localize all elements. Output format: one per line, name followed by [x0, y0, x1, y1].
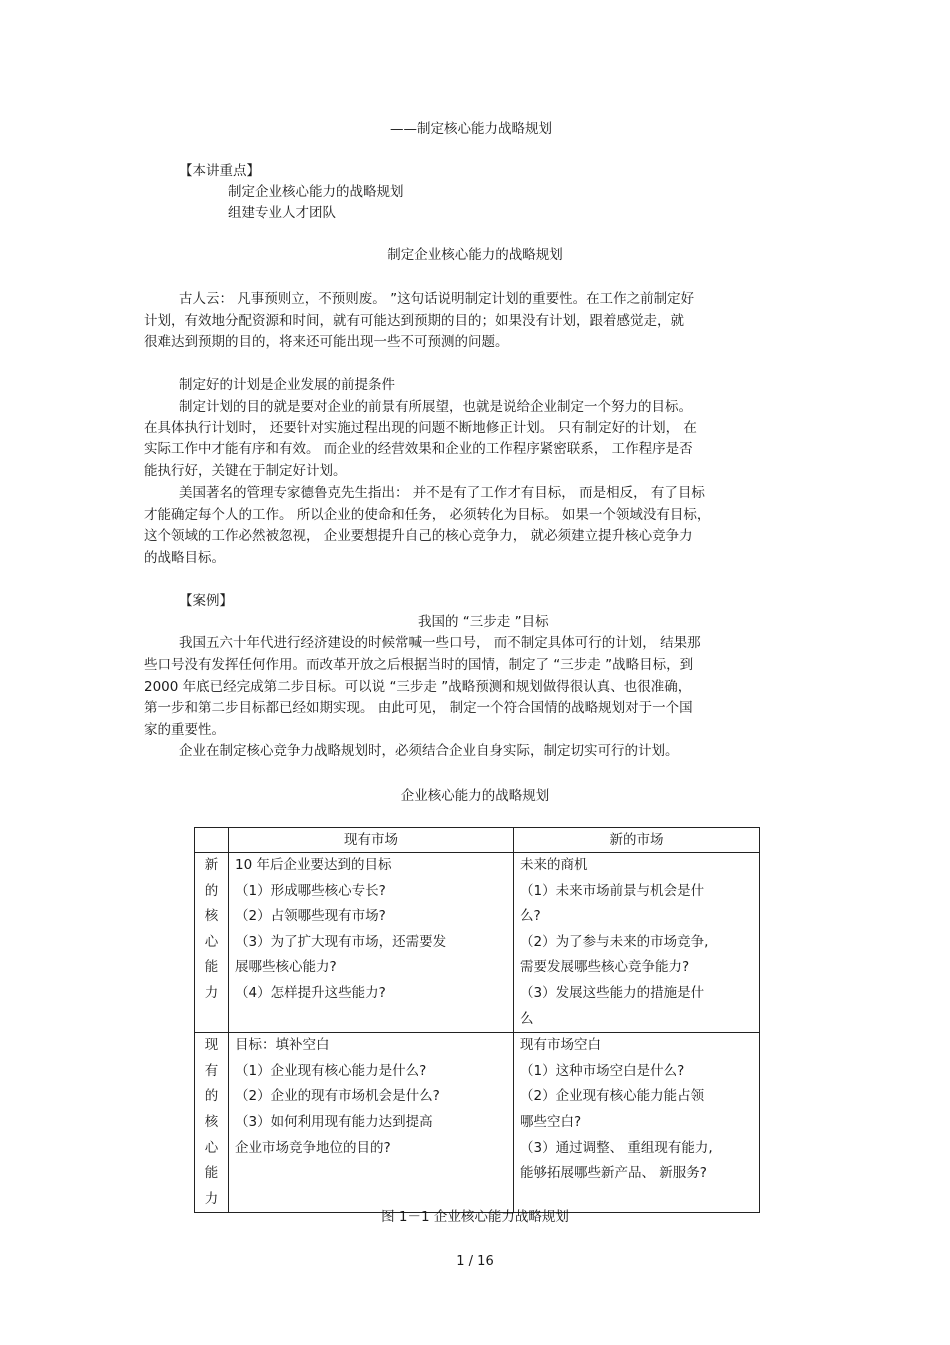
cell-line: 10 年后企业要达到的目标 [235, 857, 392, 873]
row-label-new-capability [195, 853, 229, 1033]
table-cell [229, 853, 514, 1033]
cell-line: （2）占领哪些现有市场? [235, 908, 386, 925]
row-label-char: 能 [204, 1165, 219, 1182]
key-points-label: 【本讲重点】 [179, 163, 260, 179]
paragraph-line: 这个领域的工作必然被忽视， 企业要想提升自己的核心竞争力， 就必须建立提升核心竞争力 [144, 528, 693, 544]
case-label: 【案例】 [179, 593, 233, 609]
cell-line: （3）如何利用现有能力达到提高 [235, 1113, 433, 1130]
table-title: 企业核心能力的战略规划 [400, 788, 550, 804]
paragraph-line: 第一步和第二步目标都已经如期实现。 由此可见， 制定一个符合国情的战略规划对于一个国 [144, 700, 693, 716]
row-label-char: 有 [204, 1062, 219, 1079]
cell-line: （1）形成哪些核心专长? [235, 882, 386, 899]
row-label-char: 力 [204, 1190, 219, 1207]
table-header-cell [195, 828, 229, 853]
paragraph-line: 在具体执行计划时， 还要针对实施过程出现的问题不断地修正计划。 只有制定好的计划， 在 [144, 420, 697, 436]
cell-line: 未来的商机 [520, 857, 588, 873]
cell-line: （1）这种市场空白是什么? [520, 1062, 685, 1079]
cell-line: （3）为了扩大现有市场，还需要发 [235, 933, 447, 950]
case-title: 我国的 “三步走 ”目标 [418, 614, 549, 630]
cell-line: （2）企业现有核心能力能占领 [520, 1088, 705, 1105]
paragraph-line: 古人云： 凡事预则立，不预则废。 ”这句话说明制定计划的重要性。在工作之前制定好 [179, 291, 695, 307]
table-header-cell: 新的市场 [514, 828, 760, 853]
row-label-char: 的 [204, 882, 219, 899]
subtitle: ——制定核心能力战略规划 [390, 121, 552, 137]
strategy-table [194, 827, 760, 1213]
paragraph-line: 能执行好，关键在于制定好计划。 [144, 463, 347, 479]
row-label-char: 能 [204, 959, 219, 976]
cell-line: （2）企业的现有市场机会是什么? [235, 1088, 440, 1105]
cell-line: 么? [520, 908, 541, 925]
cell-line: （1）企业现有核心能力是什么? [235, 1062, 427, 1079]
paragraph-line: 我国五六十年代进行经济建设的时候常喊一些口号， 而不制定具体可行的计划， 结果那 [179, 635, 701, 651]
cell-line: 企业市场竞争地位的目的? [235, 1139, 391, 1156]
cell-line: 哪些空白? [520, 1113, 582, 1130]
row-label-char: 心 [204, 1139, 219, 1156]
paragraph-line: 很难达到预期的目的，将来还可能出现一些不可预测的问题。 [144, 334, 509, 350]
cell-line: 现有市场空白 [520, 1037, 601, 1054]
cell-line: 目标：填补空白 [235, 1037, 330, 1054]
paragraph-line: 2000 年底已经完成第二步目标。可以说 “三步走 ”战略预测和规划做得很认真、也很准确， [144, 679, 692, 695]
cell-line: （2）为了参与未来的市场竞争, [520, 933, 709, 950]
row-label-char: 现 [204, 1037, 219, 1054]
cell-line: 需要发展哪些核心竞争能力? [520, 959, 690, 976]
row-label-char: 的 [204, 1088, 219, 1105]
cell-line: 展哪些核心能力? [235, 959, 337, 976]
row-label-char: 核 [204, 908, 219, 925]
row-label-char: 新 [204, 857, 219, 873]
cell-line: （4）怎样提升这些能力? [235, 984, 386, 1001]
paragraph-line: 美国著名的管理专家德鲁克先生指出： 并不是有了工作才有目标， 而是相反， 有了目标 [179, 485, 705, 501]
page-number: 1 / 16 [456, 1254, 494, 1269]
paragraph-line: 些口号没有发挥任何作用。而改革开放之后根据当时的国情，制定了 “三步走 ”战略目标，到 [144, 657, 694, 673]
figure-caption: 图 1－1 企业核心能力战略规划 [381, 1209, 569, 1225]
section-title: 制定企业核心能力的战略规划 [387, 247, 563, 263]
table-header-cell: 现有市场 [229, 828, 514, 853]
cell-line: （3）通过调整、 重组现有能力, [520, 1139, 713, 1156]
cell-line: 么 [520, 1010, 534, 1027]
subheading: 制定好的计划是企业发展的前提条件 [179, 377, 395, 393]
cell-line: 能够拓展哪些新产品、 新服务? [520, 1165, 707, 1182]
paragraph-line: 计划，有效地分配资源和时间，就有可能达到预期的目的；如果没有计划，跟着感觉走，就 [144, 313, 684, 329]
table-row [195, 853, 760, 1033]
key-point-item: 组建专业人才团队 [228, 205, 336, 221]
table-header-row [195, 828, 760, 853]
table-cell [229, 1033, 514, 1213]
table-row [195, 1033, 760, 1213]
row-label-char: 核 [204, 1113, 219, 1130]
row-label-char: 力 [204, 984, 219, 1001]
paragraph-line: 家的重要性。 [144, 722, 225, 738]
row-label-char: 心 [204, 933, 219, 950]
table-cell [514, 853, 760, 1033]
key-point-item: 制定企业核心能力的战略规划 [228, 184, 404, 200]
paragraph-line: 制定计划的目的就是要对企业的前景有所展望，也就是说给企业制定一个努力的目标。 [179, 399, 692, 415]
cell-line: （3）发展这些能力的措施是什 [520, 984, 705, 1001]
paragraph-line: 实际工作中才能有序和有效。 而企业的经营效果和企业的工作程序紧密联系， 工作程序是否 [144, 441, 693, 457]
row-label-existing-capability [195, 1033, 229, 1213]
paragraph-line: 才能确定每个人的工作。 所以企业的使命和任务， 必须转化为目标。 如果一个领域没有目标， [144, 507, 711, 523]
cell-line: （1）未来市场前景与机会是什 [520, 882, 705, 899]
table-cell [514, 1033, 760, 1213]
paragraph-line: 的战略目标。 [144, 550, 225, 566]
paragraph-line: 企业在制定核心竞争力战略规划时，必须结合企业自身实际，制定切实可行的计划。 [179, 743, 679, 759]
